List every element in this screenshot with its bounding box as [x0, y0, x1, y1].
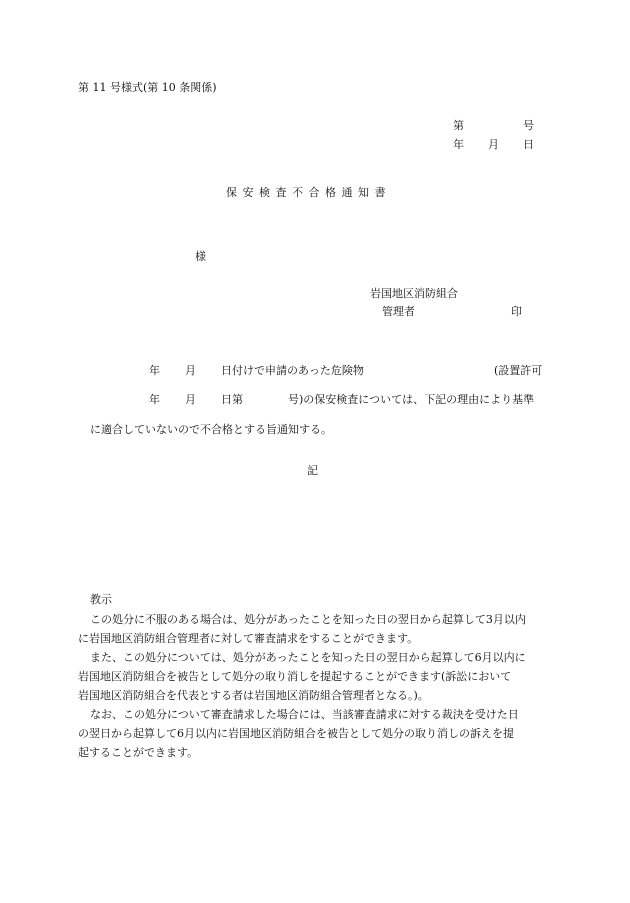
kyoji-line: に岩国地区消防組合管理者に対して審査請求をすることができます。 [78, 632, 419, 645]
date-year-label: 年 [453, 138, 464, 151]
number-suffix: 号 [523, 119, 534, 132]
ki-heading: 記 [307, 464, 318, 477]
body-line1-year: 年 [149, 364, 160, 377]
body-line1-end: (設置許可 [494, 364, 543, 377]
kyoji-line: 岩国地区消防組合を被告として処分の取り消しを提起することができます(訴訟において [78, 670, 512, 683]
document-title: 保安検査不合格通知書 [226, 186, 391, 199]
body-line2-year: 年 [149, 393, 160, 406]
body-line2-text: 号)の保安検査については、下記の理由により基準 [288, 393, 535, 406]
number-prefix: 第 [453, 119, 464, 132]
kyoji-line: 起することができます。 [78, 746, 199, 759]
seal-mark: 印 [511, 305, 522, 318]
kyoji-heading: 教示 [90, 593, 112, 606]
issuer-organization: 岩国地区消防組合 [370, 287, 458, 300]
date-month-label: 月 [488, 138, 499, 151]
kyoji-line: なお、この処分について審査請求した場合には、当該審査請求に対する裁決を受けた日 [90, 708, 519, 721]
body-line2-day: 日第 [221, 393, 243, 406]
body-line1-text: 日付けで申請のあった危険物 [221, 364, 364, 377]
form-number: 第 11 号様式(第 10 条関係) [78, 81, 217, 94]
body-line2-month: 月 [185, 393, 196, 406]
kyoji-line: の翌日から起算して6月以内に岩国地区消防組合を被告として処分の取り消しの訴えを提 [78, 727, 514, 740]
kyoji-line: この処分に不服のある場合は、処分があったことを知った日の翌日から起算して3月以内 [90, 613, 526, 626]
date-day-label: 日 [523, 138, 534, 151]
body-line3-text: に適合していないので不合格とする旨通知する。 [90, 423, 332, 436]
issuer-role: 管理者 [382, 305, 415, 318]
kyoji-line: 岩国地区消防組合を代表とする者は岩国地区消防組合管理者となる。)。 [78, 689, 429, 702]
addressee-honorific: 様 [195, 250, 206, 263]
body-line1-month: 月 [185, 364, 196, 377]
kyoji-line: また、この処分については、処分があったことを知った日の翌日から起算して6月以内に [90, 651, 526, 664]
